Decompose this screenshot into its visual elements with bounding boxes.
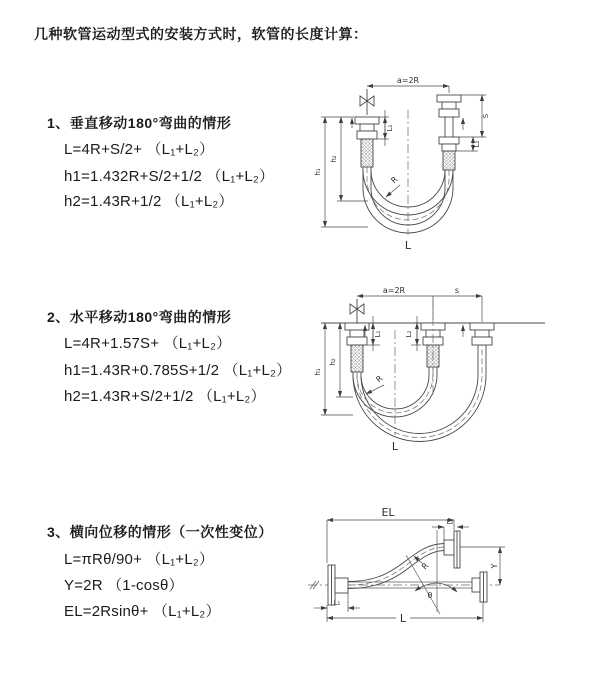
dim-label-fit2: L₂ [446,518,454,526]
left-fitting [355,117,379,167]
dim-top [357,286,482,322]
dim-label-a2r: a=2R [396,76,420,85]
diagram-vertical-180-bend [310,70,600,260]
radius-leader [366,374,385,394]
hose-u-bends [353,345,486,442]
dim-label-stroke: S [482,113,490,119]
section-3-formula-Y: Y=2R （1-cosθ） [64,577,184,594]
displaced-hose [348,531,460,589]
valve-icon [360,89,374,115]
dim-label-length: L [399,612,407,625]
right-fitting-shifted [470,323,494,345]
dim-label-radius: R [389,174,400,186]
section-1-heading: 1、垂直移动180°弯曲的情形 [47,115,232,131]
page-title: 几种软管运动型式的安装方式时，软管的长度计算： [34,26,368,42]
dim-label-fit2: L₂ [405,330,413,338]
section-2-formula-L: L=4R+1.57S+ （L₁+L₂） [64,335,232,352]
dim-a2r [367,76,449,93]
dim-fit2 [432,518,469,540]
section-1-formula-L: L=4R+S/2+ （L₁+L₂） [64,141,215,158]
dim-el [327,506,454,563]
dim-label-length: L [391,440,399,453]
dim-label-h1: h₁ [314,368,322,376]
left-fitting [345,323,369,372]
dim-label-s: s [454,286,460,295]
dim-length [327,602,483,625]
dim-label-y: Y [490,563,499,569]
dim-label-length: L [404,239,412,252]
right-fitting [437,95,461,170]
dim-label-h1: h₁ [314,168,322,176]
section-3-heading: 3、横向位移的情形（一次性变位） [47,524,273,540]
upper-hub [444,540,454,555]
section-2-formula-h2: h2=1.43R+S/2+1/2 （L₁+L₂） [64,388,266,405]
dim-label-el: EL [381,506,395,519]
dim-label-fit2: L₂ [473,140,481,148]
diagram-horizontal-180-bend [310,280,600,465]
radius-leader [386,175,400,197]
dim-label-fit1: L₁ [333,599,341,607]
braid-section [351,345,363,372]
section-2-formula-h1: h1=1.43R+0.785S+1/2 （L₁+L₂） [64,362,292,379]
dim-label-a2r: a=2R [382,286,406,295]
braid-section [443,151,455,170]
dim-fittings [365,316,463,351]
dim-label-fit1: L₁ [374,330,382,338]
section-1-formula-h2: h2=1.43R+1/2 （L₁+L₂） [64,193,234,210]
dim-label-angle: θ [427,591,433,600]
valve-icon [350,299,364,323]
dim-label-h2: h₂ [330,155,338,163]
dim-fit1 [314,593,360,612]
dim-label-radius: R [374,373,385,385]
section-2-heading: 2、水平移动180°弯曲的情形 [47,309,232,325]
dim-fit1 [377,110,394,146]
dim-label-radius: R [420,561,431,572]
section-3-formula-L: L=πRθ/90+ （L₁+L₂） [64,551,215,568]
section-1-formula-h1: h1=1.432R+S/2+1/2 （L₁+L₂） [64,168,275,185]
section-3-formula-EL: EL=2Rsinθ+ （L₁+L₂） [64,603,221,620]
braid-section [361,139,373,167]
dim-label-h2: h₂ [329,358,337,366]
diagram-lateral-displacement [300,500,600,660]
dim-label-fit1: L₁ [386,124,394,132]
